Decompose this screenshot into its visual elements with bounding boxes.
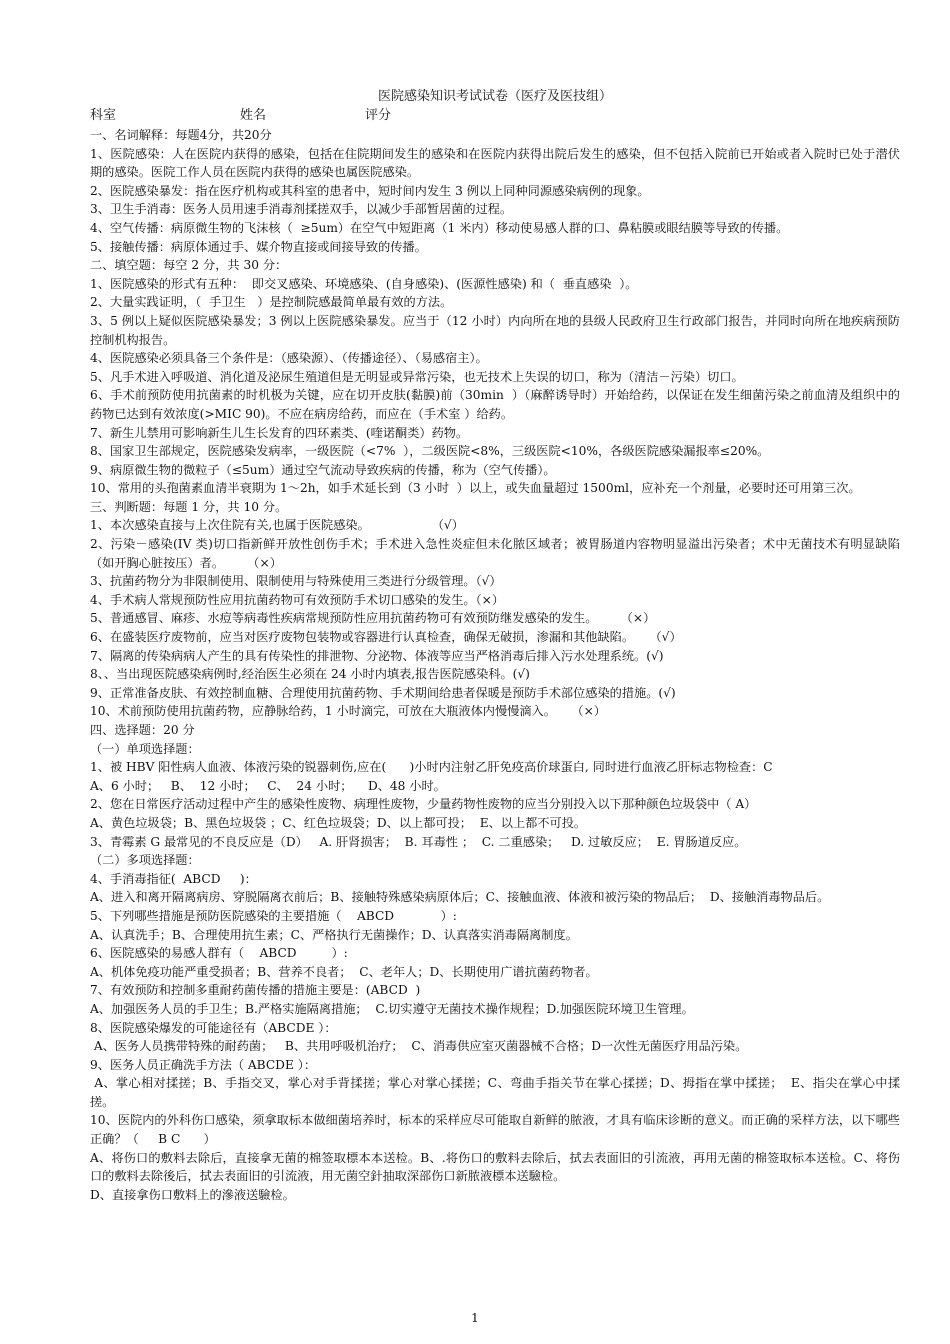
- content-line: 二、填空题：每空 2 分，共 30 分：: [90, 258, 288, 273]
- content-line: 4、手消毒指征( ABCD )：: [90, 871, 257, 886]
- content-line: 3、5 例以上疑似医院感染暴发；3 例以上医院感染暴发。应当于（12 小时）内向所在地的县级人民政府卫生行政部门报告，并同时向所在地疾病预防控制机构报告。: [90, 313, 900, 347]
- content-line: 2、您在日常医疗活动过程中产生的感染性废物、病理性废物，少量药物性废物的应当分别投入以下那种颜色垃圾袋中（ A）: [90, 797, 757, 812]
- content-line: 7、有效预防和控制多重耐药菌传播的措施主要是：(ABCD ): [90, 983, 421, 998]
- content-line: 5、凡手术进入呼吸道、消化道及泌尿生殖道但是无明显或异常污染，也无技术上失误的切口，称为（清洁－污染）切口。: [90, 369, 744, 384]
- exam-content: [90, 126, 900, 1204]
- content-line: 8、国家卫生部规定，医院感染发病率，一级医院（<7% ），二级医院<8%，三级医院<10%，各级医院感染漏报率≤20%。: [90, 444, 770, 459]
- content-line: 四、选择题：20 分: [90, 723, 195, 737]
- content-line: 1、医院感染的形式有五种： 即交叉感染、环境感染、(自身感染)、(医源性感染) 和（ 垂直感染 ）。: [90, 276, 638, 291]
- content-line: 4、手术病人常规预防性应用抗菌药物可有效预防手术切口感染的发生。（×）: [90, 592, 505, 607]
- content-line: 2、大量实践证明，（ 手卫生 ）是控制院感最简单最有效的方法。: [90, 295, 453, 310]
- document-title: 医院感染知识考试试卷（医疗及医技组）: [377, 89, 612, 104]
- content-line: 9、医务人员正确洗手方法（ ABCDE ）：: [90, 1057, 317, 1072]
- content-line: 4、医院感染必须具备三个条件是：（感染源）、（传播途径）、（易感宿主）。: [90, 351, 488, 366]
- content-line: 3、青霉素 G 最常见的不良反应是（D） A. 肝肾损害； B. 耳毒性 ； C. 二重感染； D. 过敏反应； E. 胃肠道反应。: [90, 834, 747, 849]
- content-line: A、机体免疫功能严重受损者；B、营养不良者； C、老年人；D、长期使用广谱抗菌药物者。: [90, 964, 598, 979]
- content-line: A、黄色垃圾袋；B、黑色垃圾袋 ；C、红色垃圾袋；D、以上都可投； E、以上都不可投。: [90, 815, 587, 830]
- content-line: 9、病原微生物的微粒子（≤5um）通过空气流动导致疾病的传播，称为（空气传播）。: [90, 462, 556, 477]
- name-label: 姓名: [240, 108, 267, 123]
- content-line: 5、下列哪些措施是预防医院感染的主要措施（ ABCD ）:: [90, 908, 457, 923]
- content-line: 6、在盛装医疗废物前，应当对医疗废物包装物或容器进行认真检查，确保无破损，渗漏和其他缺陷。 （√）: [90, 630, 682, 645]
- content-line: 5、普通感冒、麻疹、水痘等病毒性疾病常规预防性应用抗菌药物可有效预防继发感染的发生。 （×）: [90, 611, 656, 626]
- content-line: 6、医院感染的易感人群有（ ABCD ）:: [90, 946, 348, 961]
- content-line: D、直接拿伤口敷料上的滲液送驗检。: [90, 1187, 295, 1202]
- content-line: 10、医院内的外科伤口感染，须拿取标本做细菌培养时，标本的采样应尽可能取自新鲜的脓液，才具有临床诊断的意义。而正确的采样方法，以下哪些正确？（ B C ）: [90, 1113, 900, 1147]
- content-line: A、6 小时； B、 12 小时； C、 24 小时； D、48 小时。: [90, 778, 446, 793]
- content-line: 10、术前预防使用抗菌药物，应静脉给药，1 小时滴完，可放在大瓶液体内慢慢滴入。 （×）: [90, 704, 606, 719]
- content-line: 3、抗菌药物分为非限制使用、限制使用与特殊使用三类进行分级管理。（√）: [90, 574, 502, 589]
- dept-label: 科室: [90, 108, 117, 123]
- content-line: A、将伤口的敷料去除后，直接拿无菌的棉签取標本本送检。B、.将伤口的敷料去除后，拭去表面旧的引流液，再用无菌的棉签取标本送检。C、将伤口的敷料去除後后，拭去表面旧的引流液，用无菌空針抽取深部伤口新脓液標本送驗检。: [90, 1150, 900, 1184]
- content-line: 8、、当出现医院感染病例时,经治医生必须在 24 小时内填表,报告医院感染科。(√): [90, 667, 530, 682]
- content-line: 1、医院感染：人在医院内获得的感染，包括在住院期间发生的感染和在医院内获得出院后发生的感染，但不包括入院前已开始或者入院时已处于潜伏期的感染。医院工作人员在医院内获得的感染也属医院感染。: [90, 146, 900, 180]
- page-number: 1: [471, 1311, 479, 1325]
- content-line: 8、医院感染爆发的可能途径有（ABCDE ）：: [90, 1020, 337, 1035]
- content-line: 5、接触传播：病原体通过手、媒介物直接或间接导致的传播。: [90, 239, 427, 254]
- content-line: 7、新生儿禁用可影响新生儿生长发育的四环素类、(喹诺酮类）药物。: [90, 425, 469, 440]
- content-line: 2、污染－感染(IV 类)切口指新鲜开放性创伤手术；手术进入急性炎症但未化脓区域者；被胃肠道内容物明显溢出污染者；术中无菌技术有明显缺陷（如开胸心脏按压）者。 （×）: [90, 537, 900, 570]
- content-line: （二）多项选择题：: [90, 853, 200, 868]
- header-fields: [90, 106, 900, 126]
- content-line: 三、判断题：每题 1 分，共 10 分。: [90, 499, 288, 514]
- content-line: 1、本次感染直接与上次住院有关,也属于医院感染。 （√）: [90, 518, 464, 533]
- content-line: A、认真洗手；B、合理使用抗生素；C、严格执行无菌操作；D、认真落实消毒隔离制度。: [90, 927, 578, 942]
- exam-page: [90, 88, 900, 1204]
- content-line: A、进入和离开隔离病房、穿脱隔离衣前后；B、接触特殊感染病原体后；C、接触血液、体液和被污染的物品后； D、接触消毒物品后。: [90, 890, 830, 905]
- content-line: （一）单项选择题：: [90, 741, 200, 756]
- content-line: A、医务人员携带特殊的耐药菌； B、共用呼吸机治疗； C、消毒供应室灭菌器械不合格；D一次性无菌医疗用品污染。: [90, 1039, 748, 1054]
- content-line: 一、名词解释：每题4分，共20分: [90, 128, 272, 142]
- content-line: 9、正常准备皮肤、有效控制血糖、合理使用抗菌药物、手术期间给患者保暖是预防手术部位感染的措施。(√): [90, 685, 676, 700]
- content-line: 7、隔离的传染病病人产生的具有传染性的排泄物、分泌物、体液等应当严格消毒后排入污水处理系统。(√): [90, 648, 664, 663]
- content-line: 4、空气传播：病原微生物的飞沫核（ ≥5um）在空气中短距离（1 米内）移动使易感人群的口、鼻粘膜或眼结膜等导致的传播。: [90, 220, 789, 235]
- content-line: A、掌心相对揉搓；B、手指交叉，掌心对手背揉搓；掌心对掌心揉搓；C、弯曲手指关节在掌心揉搓；D、拇指在掌中揉搓； E、指尖在掌心中揉搓。: [90, 1076, 900, 1109]
- content-line: 10、常用的头孢菌素血清半衰期为 1～2h，如手术延长到（3 小时 ）以上，或失血量超过 1500ml，应补充一个剂量，必要时还可用第三次。: [90, 481, 861, 496]
- content-line: 2、医院感染暴发：指在医疗机构或其科室的患者中，短时间内发生 3 例以上同种同源感染病例的现象。: [90, 183, 650, 198]
- content-line: 3、卫生手消毒：医务人员用速手消毒剂揉搓双手，以减少手部暂居菌的过程。: [90, 202, 513, 217]
- content-line: A、加强医务人员的手卫生；B.严格实施隔离措施； C.切实遵守无菌技术操作规程；D.加强医院环境卫生管理。: [90, 1001, 694, 1016]
- score-label: 评分: [365, 108, 392, 123]
- content-line: 1、被 HBV 阳性病人血液、体液污染的锐器刺伤,应在( )小时内注射乙肝免疫高价球蛋白, 同时进行血液乙肝标志物检查：C: [90, 760, 773, 775]
- content-line: 6、手术前预防使用抗菌素的时机极为关键，应在切开皮肤(黏膜)前（30min ）（麻醉诱导时）开始给药，以保证在发生细菌污染之前血清及组织中的药物已达到有效浓度(>MIC 90)。不应在病房给药，而应在（手术室 ）给药。: [90, 388, 900, 421]
